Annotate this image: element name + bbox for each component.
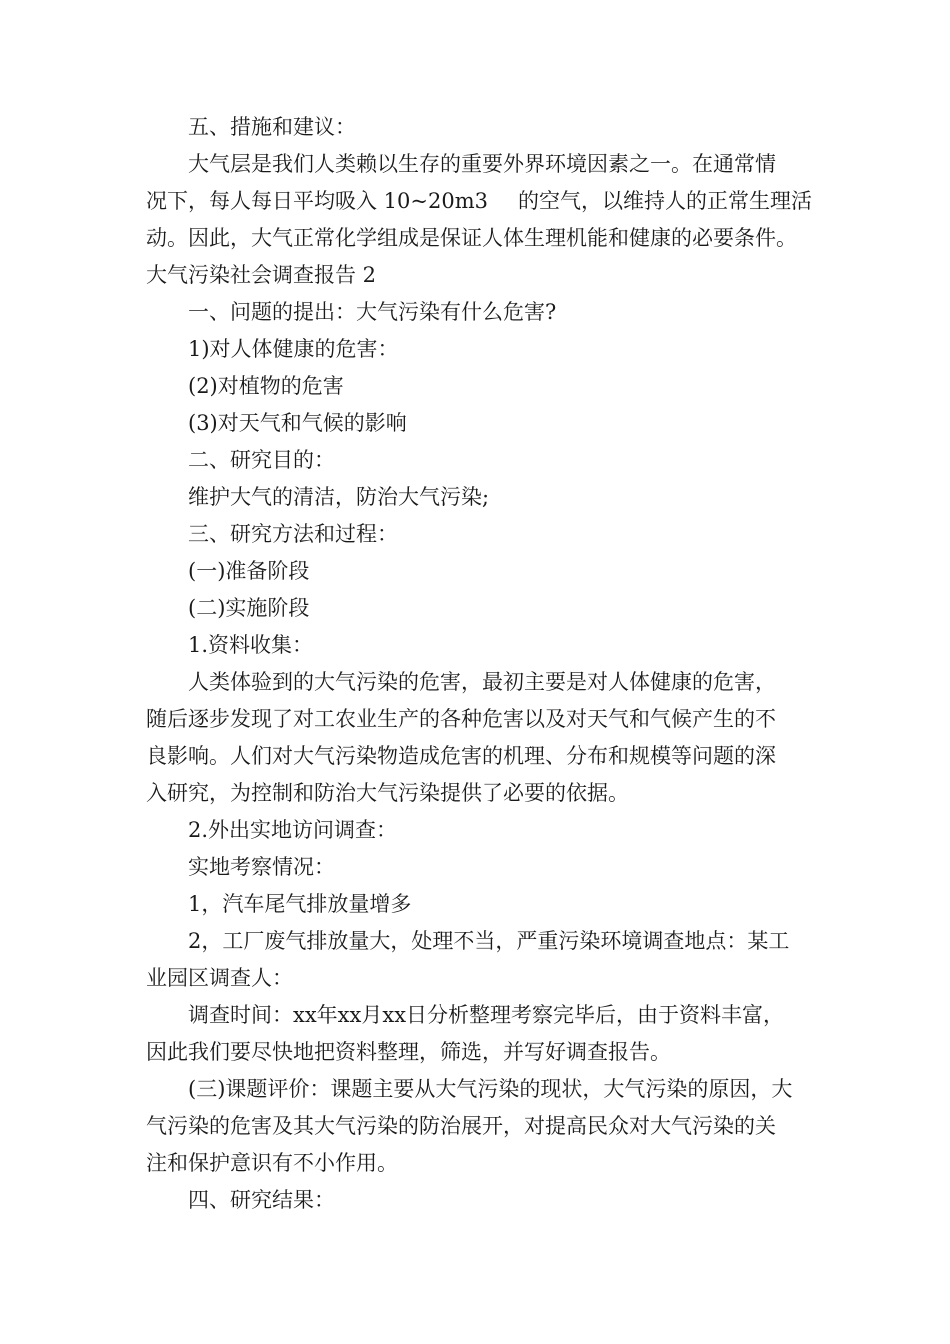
list-item: 1)对人体健康的危害： bbox=[188, 337, 399, 361]
list-item: 1，汽车尾气排放量增多 bbox=[188, 892, 412, 916]
section-heading: 二、研究目的： bbox=[188, 448, 335, 472]
paragraph-line: 因此我们要尽快地把资料整理，筛选，并写好调查报告。 bbox=[146, 1040, 671, 1064]
paragraph-line: 气污染的危害及其大气污染的防治展开，对提高民众对大气污染的关 bbox=[146, 1114, 776, 1138]
paragraph-line: 大气层是我们人类赖以生存的重要外界环境因素之一。在通常情 bbox=[188, 152, 776, 176]
paragraph-line-part: 的空气，以维持人的正常生理活 bbox=[518, 189, 812, 213]
list-item: (3)对天气和气候的影响 bbox=[188, 411, 407, 435]
paragraph-line: 良影响。人们对大气污染物造成危害的机理、分布和规模等问题的深 bbox=[146, 744, 776, 768]
section-heading: 一、问题的提出：大气污染有什么危害? bbox=[188, 300, 557, 324]
report-title: 大气污染社会调查报告 2 bbox=[146, 263, 377, 287]
paragraph-line bbox=[146, 186, 826, 216]
paragraph-line: 实地考察情况： bbox=[188, 855, 335, 879]
section-heading: 五、措施和建议： bbox=[188, 115, 356, 139]
paragraph-line: 注和保护意识有不小作用。 bbox=[146, 1151, 398, 1175]
list-item: (一)准备阶段 bbox=[188, 559, 310, 583]
list-item: (二)实施阶段 bbox=[188, 596, 310, 620]
section-heading: 四、研究结果： bbox=[188, 1188, 335, 1212]
paragraph-line: (三)课题评价：课题主要从大气污染的现状，大气污染的原因，大 bbox=[188, 1077, 793, 1101]
paragraph-line: 动。因此，大气正常化学组成是保证人体生理机能和健康的必要条件。 bbox=[146, 226, 797, 250]
section-heading: 三、研究方法和过程： bbox=[188, 522, 398, 546]
paragraph-line-part: 况下，每人每日平均吸入 10~20m3 bbox=[146, 189, 488, 213]
paragraph-line: 入研究，为控制和防治大气污染提供了必要的依据。 bbox=[146, 781, 629, 805]
paragraph-line: 维护大气的清洁，防治大气污染; bbox=[188, 485, 490, 509]
subsection-heading: 2.外出实地访问调查： bbox=[188, 818, 398, 842]
subsection-heading: 1.资料收集： bbox=[188, 633, 314, 657]
list-item: (2)对植物的危害 bbox=[188, 374, 344, 398]
paragraph-line: 调查时间：xx年xx月xx日分析整理考察完毕后，由于资料丰富， bbox=[188, 1003, 785, 1027]
paragraph-line: 随后逐步发现了对工农业生产的各种危害以及对天气和气候产生的不 bbox=[146, 707, 776, 731]
list-item: 2，工厂废气排放量大，处理不当，严重污染环境调查地点：某工 bbox=[188, 929, 790, 953]
paragraph-line: 业园区调查人： bbox=[146, 966, 293, 990]
paragraph-line: 人类体验到的大气污染的危害，最初主要是对人体健康的危害， bbox=[188, 670, 776, 694]
